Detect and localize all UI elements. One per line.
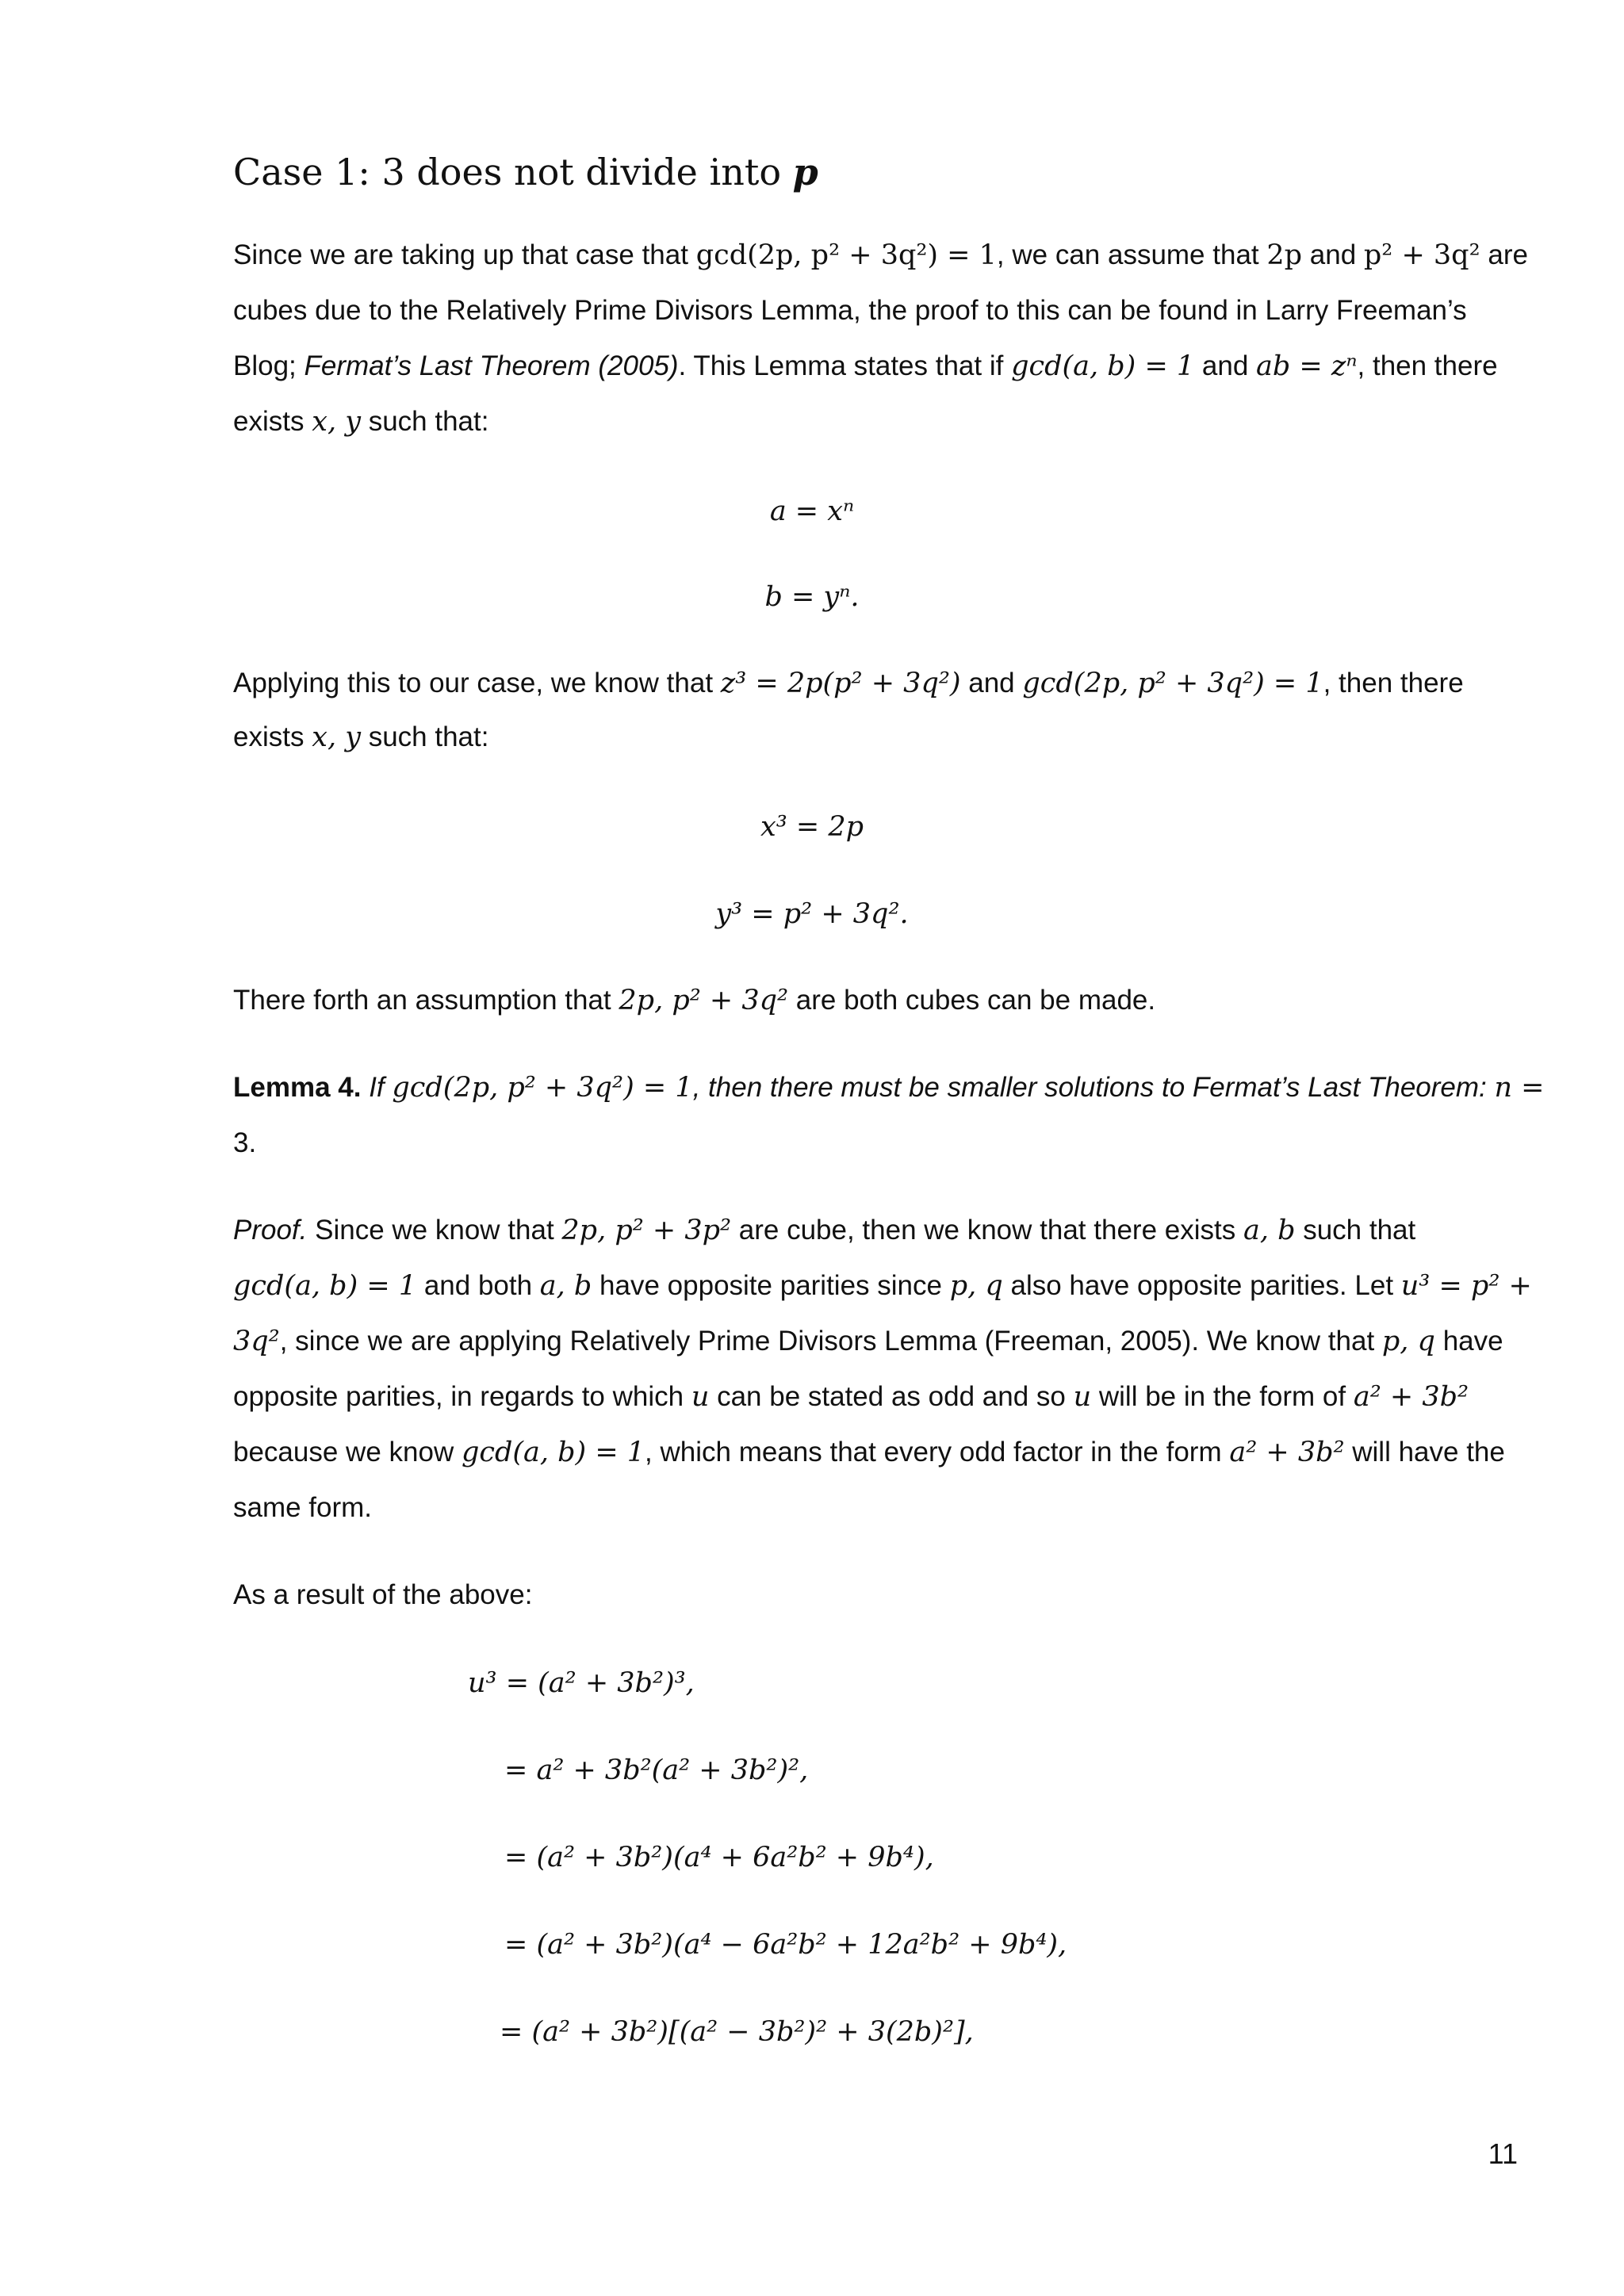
derivation-step-3 [504,1839,934,1873]
text: exists [233,721,312,752]
text: , which means that every odd factor in the form [645,1437,1230,1468]
math: a² + 3b² [1229,1437,1345,1468]
para4 [233,1578,532,1613]
para2-line2 [233,720,488,755]
math: a, b [1243,1215,1296,1246]
text: are cube, then we know that there exists [731,1215,1243,1246]
math: a = xⁿ [769,496,855,527]
text: 3. [233,1127,257,1158]
lemma-label: Lemma 4. [233,1072,362,1103]
text: have [1434,1326,1503,1357]
proof-line2 [233,1269,1532,1303]
math: ab = zⁿ [1256,350,1358,382]
text: cubes due to the Relatively Prime Divisors Lemma, the proof to this can be found in Larry Freeman’s [233,295,1467,326]
math: a, b [539,1270,592,1302]
para1-line4 [233,404,488,439]
text: If [361,1072,393,1103]
proof-line1 [233,1213,1415,1248]
math: = (a² + 3b²)[(a² − 3b²)² + 3(2b)²], [500,2016,974,2048]
proof-line6 [233,1490,372,1525]
math: gcd(2p, p² + 3q²) = 1 [695,239,997,271]
text: , then there must be smaller solutions to Fermat’s Last Theorem: [692,1072,1495,1103]
math: gcd(2p, p² + 3q²) = 1 [1022,668,1323,699]
math: 3q² [233,1326,280,1357]
text: . This Lemma states that if [678,350,1012,381]
text: opposite parities, in regards to which [233,1381,691,1412]
math: = (a² + 3b²)(a⁴ + 6a²b² + 9b⁴), [504,1842,934,1873]
proof-label: Proof. [233,1215,308,1246]
text: , then there [1323,668,1464,698]
text: and both [416,1270,540,1301]
math: gcd(a, b) = 1 [461,1437,645,1468]
math: z³ = 2p(p² + 3q²) [720,668,961,699]
derivation-step-2 [504,1752,808,1786]
math: p² + 3q² [1363,239,1480,271]
text: can be stated as odd and so [709,1381,1074,1412]
equation-y [0,896,1624,930]
text: such that: [360,721,489,752]
text: As a result of the above: [233,1579,533,1610]
text: Since we know that [307,1215,562,1246]
text: Blog; [233,350,304,381]
proof-line4 [233,1380,1469,1414]
math: gcd(2p, p² + 3q²) = 1 [392,1072,693,1104]
text: There forth an assumption that [233,985,619,1016]
text: are [1480,239,1528,270]
citation-title: Fermat’s Last Theorem (2005) [304,350,679,381]
math: u³ = p² + [1400,1270,1532,1302]
text: and [1302,239,1364,270]
equation-b [0,579,1624,613]
math: y³ = p² + 3q². [715,898,909,930]
math: 2p, p² + 3q² [619,985,789,1016]
section-heading [233,151,818,193]
math: x, y [312,406,361,438]
page-number: 11 [1488,2137,1518,2170]
proof-line5 [233,1435,1505,1470]
math: u³ = (a² + 3b²)³, [468,1667,695,1699]
math: x, y [312,721,361,753]
math: 2p [1266,239,1303,271]
text: exists [233,406,312,437]
text: will be in the form of [1091,1381,1354,1412]
text: have opposite parities since [592,1270,950,1301]
text: Applying this to our case, we know that [233,668,721,698]
math: gcd(a, b) = 1 [1011,350,1195,382]
math: p, q [949,1270,1003,1302]
math: p, q [1381,1326,1435,1357]
math: = (a² + 3b²)(a⁴ − 6a²b² + 12a²b² + 9b⁴), [504,1929,1067,1961]
text: Since we are taking up that case that [233,239,696,270]
para3 [233,983,1155,1018]
math: n = [1494,1072,1545,1104]
text: , we can assume that [996,239,1267,270]
text: , then there [1357,350,1498,381]
text: are both cubes can be made. [788,985,1156,1016]
heading-text: Case 1: 3 does not divide into [233,151,793,193]
math: u [1073,1381,1092,1413]
heading-variable: p [792,151,818,193]
proof-line3 [233,1324,1503,1359]
text: such that [1295,1215,1416,1246]
text: and [1194,350,1257,381]
equation-x [0,809,1624,843]
text: because we know [233,1437,462,1468]
para1-line2 [233,293,1467,328]
text: will have the [1344,1437,1505,1468]
para2-line1 [233,666,1464,701]
para1-line3 [233,349,1498,384]
math: 2p, p² + 3p² [561,1215,732,1246]
math: x³ = 2p [760,811,864,843]
text: same form. [233,1492,373,1523]
math: a² + 3b² [1353,1381,1469,1413]
text: such that: [360,406,489,437]
derivation-step-5 [500,2014,974,2048]
derivation-step-1 [468,1665,695,1699]
text: and [960,668,1023,698]
math: = a² + 3b²(a² + 3b²)², [504,1755,809,1786]
lemma-line1 [233,1070,1545,1105]
math: gcd(a, b) = 1 [233,1270,417,1302]
math: u [691,1381,710,1413]
text: , since we are applying Relatively Prime Divisors Lemma (Freeman, 2005). We know that [279,1326,1382,1357]
math: b = yⁿ. [764,581,860,613]
equation-a [0,493,1624,527]
text: also have opposite parities. Let [1002,1270,1401,1301]
lemma-line2 [233,1126,256,1161]
derivation-step-4 [504,1927,1067,1961]
para1-line1 [233,238,1528,273]
